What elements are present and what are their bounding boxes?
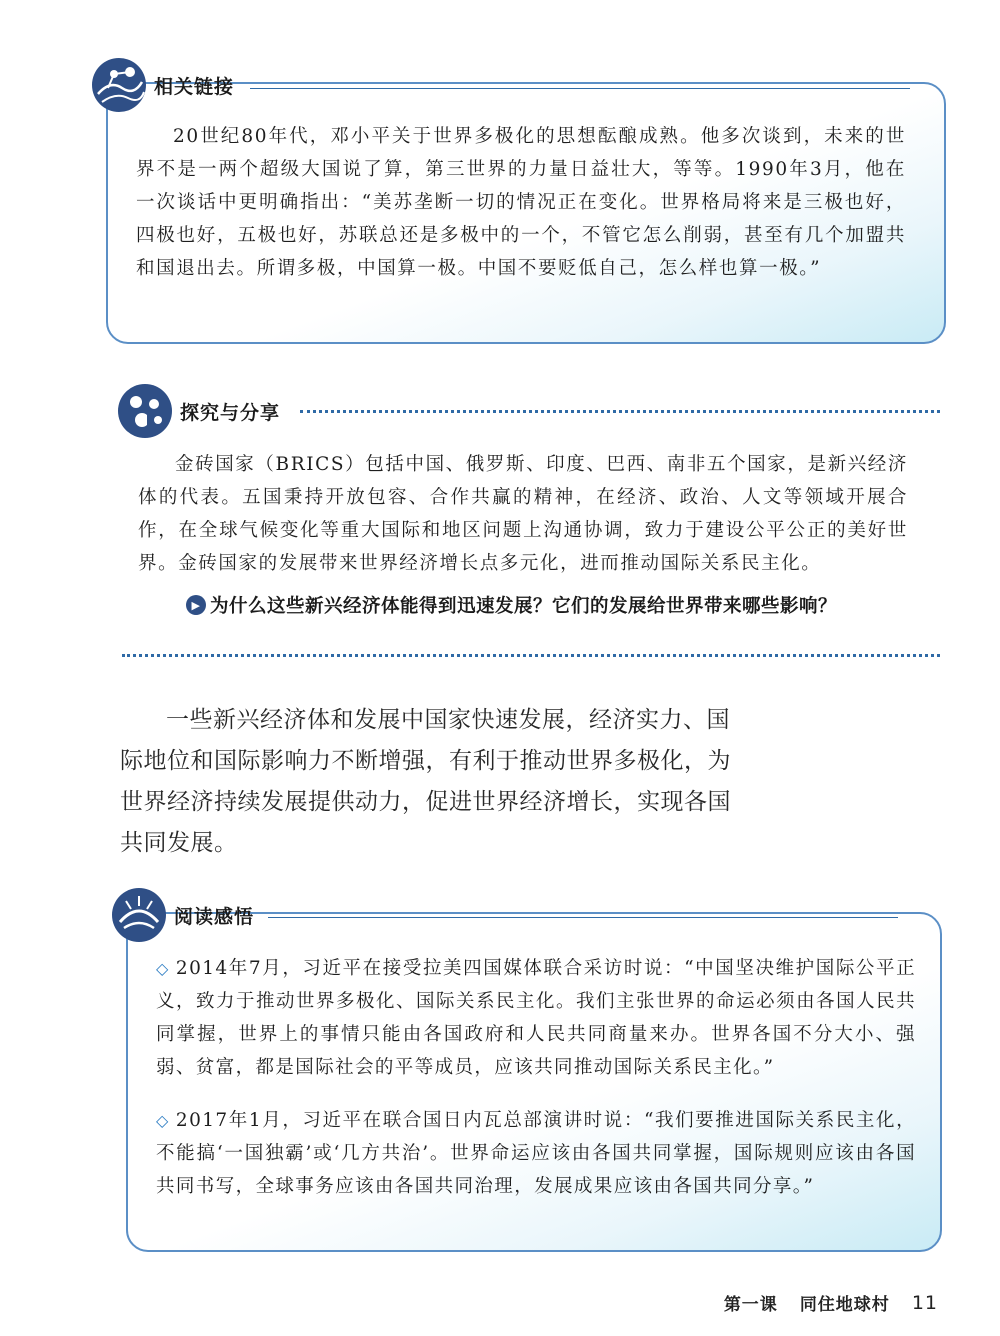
header-rule [268, 917, 898, 918]
related-links-text: 20世纪80年代，邓小平关于世界多极化的思想酝酿成熟。他多次谈到，未来的世界不是一两个超级大国说了算，第三世界的力量日益壮大，等等。1990年3月，他在一次谈话中更明确指出：“美苏垄断一切的情况正在变化。世界格局将来是三极也好，四极也好，五极也好，苏联总还是多极中的一个，不管它怎么削弱，甚至有几个加盟共和国退出去。所谓多极，中国算一极。中国不要贬低自己，怎么样也算一极。” [136, 126, 906, 279]
quote-2014-text: 2014年7月，习近平在接受拉美四国媒体联合采访时说：“中国坚决维护国际公平正义，致力于推动世界多极化、国际关系民主化。我们主张世界的命运必须由各国人民共同掌握，世界上的事情只能由各国政府和人民共同商量来办。世界各国不分大小、强弱、贫富，都是国际社会的平等成员，应该共同推动国际关系民主化。” [156, 958, 916, 1078]
quote-item-2017 [156, 1104, 916, 1203]
lesson-number: 第一课 [723, 1295, 778, 1315]
explore-share-header [118, 384, 280, 438]
explore-share-text: 金砖国家（BRICS）包括中国、俄罗斯、印度、巴西、南非五个国家，是新兴经济体的代表。五国秉持开放包容、合作共赢的精神，在经济、政治、人文等领域开展合作，在全球气候变化等重大国际和地区问题上沟通协调，致力于建设公平公正的美好世界。金砖国家的发展带来世界经济增长点多元化，进而推动国际关系民主化。 [138, 454, 908, 574]
header-dotted-rule [300, 410, 940, 413]
page-number: 11 [911, 1291, 938, 1314]
question-text: 为什么这些新兴经济体能得到迅速发展？它们的发展给世界带来哪些影响？ [210, 596, 838, 617]
open-book-icon [112, 888, 166, 942]
related-links-title: 相关链接 [154, 75, 235, 98]
header-rule [250, 88, 910, 89]
puzzle-globe-icon [118, 384, 172, 438]
lesson-title: 同住地球村 [799, 1295, 890, 1315]
reading-reflection-header [112, 888, 254, 942]
quote-2017-text: 2017年1月，习近平在联合国日内瓦总部演讲时说：“我们要推进国际关系民主化，不能搞‘一国独霸’或‘几方共治’。世界命运应该由各国共同掌握，国际规则应该由各国共同书写，全球事务应该由各国共同治理，发展成果应该由各国共同分享。” [156, 1110, 916, 1197]
explore-share-title: 探究与分享 [180, 401, 281, 424]
discussion-question [186, 592, 837, 618]
arrow-right-icon: ▶ [186, 595, 206, 615]
related-links-header [92, 58, 234, 112]
page-footer [724, 1290, 938, 1315]
main-paragraph: 一些新兴经济体和发展中国家快速发展，经济实力、国际地位和国际影响力不断增强，有利于推动世界多极化，为世界经济持续发展提供动力，促进世界经济增长，实现各国共同发展。 [120, 707, 731, 856]
globe-network-icon [92, 58, 146, 112]
diamond-bullet-icon: ◇ [156, 1111, 170, 1130]
section-dotted-divider [122, 654, 940, 657]
diamond-bullet-icon: ◇ [156, 959, 170, 978]
quote-item-2014 [156, 952, 916, 1084]
reading-reflection-title: 阅读感悟 [174, 905, 255, 928]
